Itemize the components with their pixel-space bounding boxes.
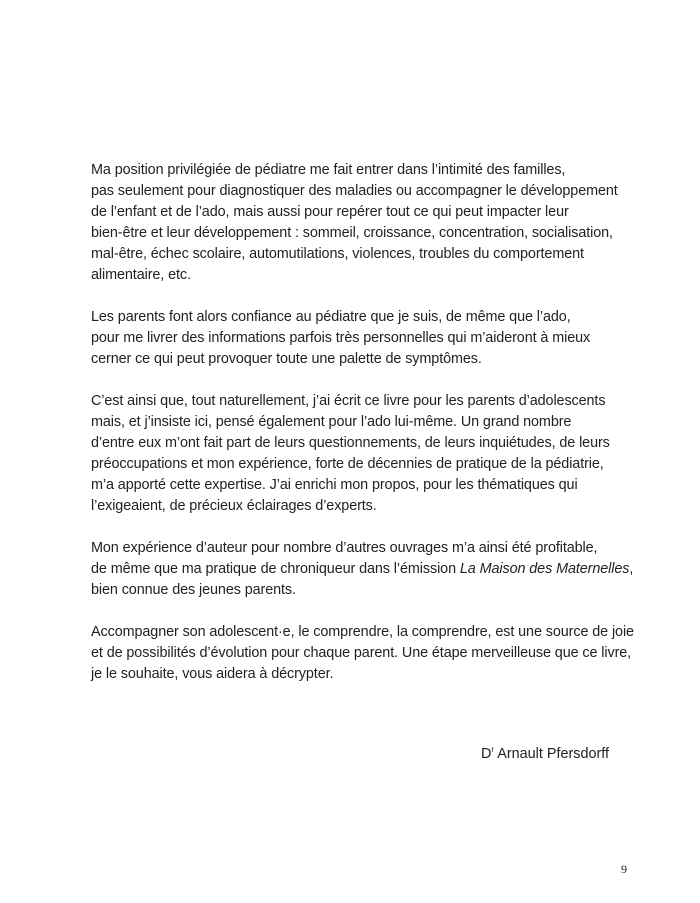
text-line-with-title — [91, 559, 634, 580]
show-title: La Maison des Maternelles — [459, 561, 630, 577]
preface-text — [91, 160, 634, 706]
text-line: de l’enfant et de l’ado, mais aussi pour repérer tout ce qui peut impacter leur — [91, 204, 569, 220]
paragraph-5 — [91, 622, 634, 685]
paragraph-2 — [91, 307, 611, 370]
text-line: Les parents font alors confiance au pédiatre que je suis, de même que l’ado, — [91, 309, 571, 325]
title-letter: D — [480, 746, 492, 762]
text-line: je le souhaite, vous aidera à décrypter. — [91, 666, 334, 682]
punctuation: , — [629, 561, 634, 577]
text-line: préoccupations et mon expérience, forte de décennies de pratique de la pédiatrie, — [91, 456, 604, 472]
title-superscript: r — [491, 745, 495, 755]
text-line: bien connue des jeunes parents. — [91, 582, 296, 598]
text-line: Ma position privilégiée de pédiatre me fait entrer dans l’intimité des familles, — [91, 162, 566, 178]
text-line: cerner ce qui peut provoquer toute une palette de symptômes. — [91, 351, 482, 367]
author-signature — [481, 744, 609, 765]
text-line: C’est ainsi que, tout naturellement, j’ai écrit ce livre pour les parents d’adolescents — [91, 393, 606, 409]
text-line: d’entre eux m’ont fait part de leurs questionnements, de leurs inquiétudes, de leurs — [91, 435, 610, 451]
text-line: pas seulement pour diagnostiquer des maladies ou accompagner le développement — [91, 183, 618, 199]
text-line: bien-être et leur développement : sommeil, croissance, concentration, socialisation, — [91, 225, 613, 241]
text-line: Mon expérience d’auteur pour nombre d’autres ouvrages m’a ainsi été profitable, — [91, 540, 598, 556]
paragraph-4 — [91, 538, 634, 601]
text-line: Accompagner son adolescent·e, le comprendre, la comprendre, est une source de joie — [91, 624, 634, 640]
text-line: alimentaire, etc. — [91, 267, 191, 283]
page-number: 9 — [621, 862, 627, 876]
text-line: m’a apporté cette expertise. J’ai enrichi mon propos, pour les thématiques qui — [91, 477, 578, 493]
paragraph-1 — [91, 160, 618, 286]
text-line: mais, et j’insiste ici, pensé également pour l’ado lui-même. Un grand nombre — [91, 414, 572, 430]
text-line: pour me livrer des informations parfois très personnelles qui m’aideront à mieux — [91, 330, 591, 346]
text-line: mal-être, échec scolaire, automutilations, violences, troubles du comportement — [91, 246, 584, 262]
author-name: Arnault Pfersdorff — [497, 746, 609, 762]
text-line: et de possibilités d’évolution pour chaque parent. Une étape merveilleuse que ce livre, — [91, 645, 632, 661]
text-fragment: de même que ma pratique de chroniqueur dans l’émission — [91, 561, 456, 577]
paragraph-3 — [91, 391, 611, 517]
text-line: l’exigeaient, de précieux éclairages d’experts. — [91, 498, 377, 514]
